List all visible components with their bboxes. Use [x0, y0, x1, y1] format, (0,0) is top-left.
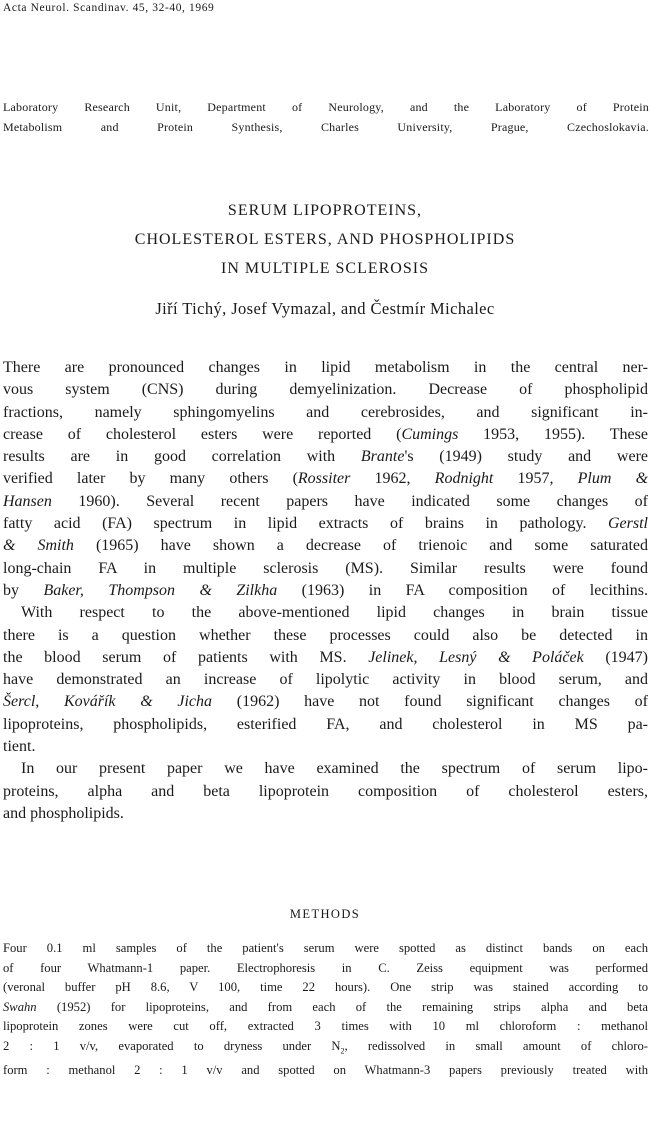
section-heading-methods: METHODS: [289, 907, 361, 921]
text-line: tient.: [3, 738, 36, 756]
text-line: 2 : 1 v/v, evaporated to dryness under $N_2$, redissolved in small amount of chloro-: [3, 1038, 648, 1056]
text-line: (veronal buffer pH 8.6, V 100, time 22 hours). One strip was stained according to: [3, 980, 648, 995]
title-line: IN MULTIPLE SCLEROSIS: [221, 260, 429, 277]
text-line: Šercl, Kovářík & Jicha (1962) have not found significant changes of: [3, 693, 649, 711]
text-line: fatty acid (FA) spectrum in lipid extracts of brains in pathology. Gerstl: [3, 515, 648, 533]
text-line: Swahn (1952) for lipoproteins, and from each of the remaining strips alpha and beta: [3, 999, 648, 1014]
text-line: lipoproteins, phospholipids, esterified FA, and cholesterol in MS pa-: [3, 715, 648, 733]
text-line: crease of cholesterol esters were reported (Cumings 1953, 1955). These: [3, 425, 648, 443]
title-line: CHOLESTEROL ESTERS, AND PHOSPHOLIPIDS: [134, 231, 516, 248]
text-line: Four 0.1 ml samples of the patient's serum were spotted as distinct bands on each: [3, 941, 648, 955]
citation-author: Cumings: [401, 425, 459, 443]
text-line: form : methanol 2 : 1 v/v and spotted on Whatmann-3 papers previously treated with: [3, 1063, 648, 1078]
citation-author: Gerstl: [608, 515, 648, 533]
citation-author: Swahn: [3, 999, 37, 1014]
affiliation-line: Laboratory Research Unit, Department of Neurology, and the Laboratory of Protein: [3, 100, 649, 114]
journal-citation: Acta Neurol. Scandinav. 45, 32-40, 1969: [3, 2, 215, 14]
text-line: the blood serum of patients with MS. Jelinek, Lesný & Poláček (1947): [3, 648, 648, 666]
citation-author: Hansen: [3, 492, 52, 510]
paper-title: [0, 196, 650, 283]
text-line: by Baker, Thompson & Zilkha (1963) in FA composition of lecithins.: [3, 581, 649, 599]
citation-author: Rossiter: [297, 470, 351, 488]
text-line: With respect to the above-mentioned lipid changes in brain tissue: [21, 604, 648, 622]
affiliation-line: Metabolism and Protein Synthesis, Charles University, Prague, Czechoslokavia.: [3, 120, 649, 134]
text-line: There are pronounced changes in lipid metabolism in the central ner-: [3, 359, 648, 376]
text-line: there is a question whether these processes could also be detected in: [3, 626, 648, 644]
text-line: proteins, alpha and beta lipoprotein composition of cholesterol esters,: [3, 782, 648, 800]
text-line: of four Whatmann-1 paper. Electrophoresis in C. Zeiss equipment was performed: [3, 960, 648, 975]
methods-text: [3, 939, 648, 1081]
text-line: & Smith (1965) have shown a decrease of trienoic and some saturated: [3, 537, 649, 555]
text-line: results are in good correlation with Brante's (1949) study and were: [3, 448, 648, 466]
title-line: SERUM LIPOPROTEINS,: [227, 202, 423, 219]
text-line: lipoprotein zones were cut off, extracted 3 times with 10 ml chloroform : methanol: [3, 1019, 648, 1034]
text-line: In our present paper we have examined the spectrum of serum lipo-: [21, 760, 648, 778]
text-line: have demonstrated an increase of lipolytic activity in blood serum, and: [3, 671, 648, 689]
citation-author: & Smith: [3, 537, 74, 555]
text-line: long-chain FA in multiple sclerosis (MS). Similar results were found: [3, 559, 648, 577]
citation-author: Jelinek, Lesný & Poláček: [368, 648, 584, 666]
text-line: and phospholipids.: [3, 804, 124, 822]
text-line: fractions, namely sphingomyelins and cerebrosides, and significant in-: [3, 403, 648, 421]
introduction-text: [3, 357, 648, 825]
text-line: Hansen 1960). Several recent papers have indicated some changes of: [3, 492, 648, 510]
authors: Jiří Tichý, Josef Vymazal, and Čestmír Michalec: [155, 299, 495, 318]
citation-author: Rodnight: [434, 470, 494, 488]
citation-author: Šercl, Kovářík & Jicha: [3, 693, 213, 711]
affiliation: [3, 97, 649, 137]
citation-author: Baker, Thompson & Zilkha: [43, 581, 278, 599]
text-line: vous system (CNS) during demyelinization. Decrease of phospholipid: [3, 381, 648, 399]
citation-author: Plum &: [577, 470, 649, 488]
text-line: verified later by many others (Rossiter 1962, Rodnight 1957, Plum &: [3, 470, 649, 488]
citation-author: Brante: [360, 448, 405, 466]
